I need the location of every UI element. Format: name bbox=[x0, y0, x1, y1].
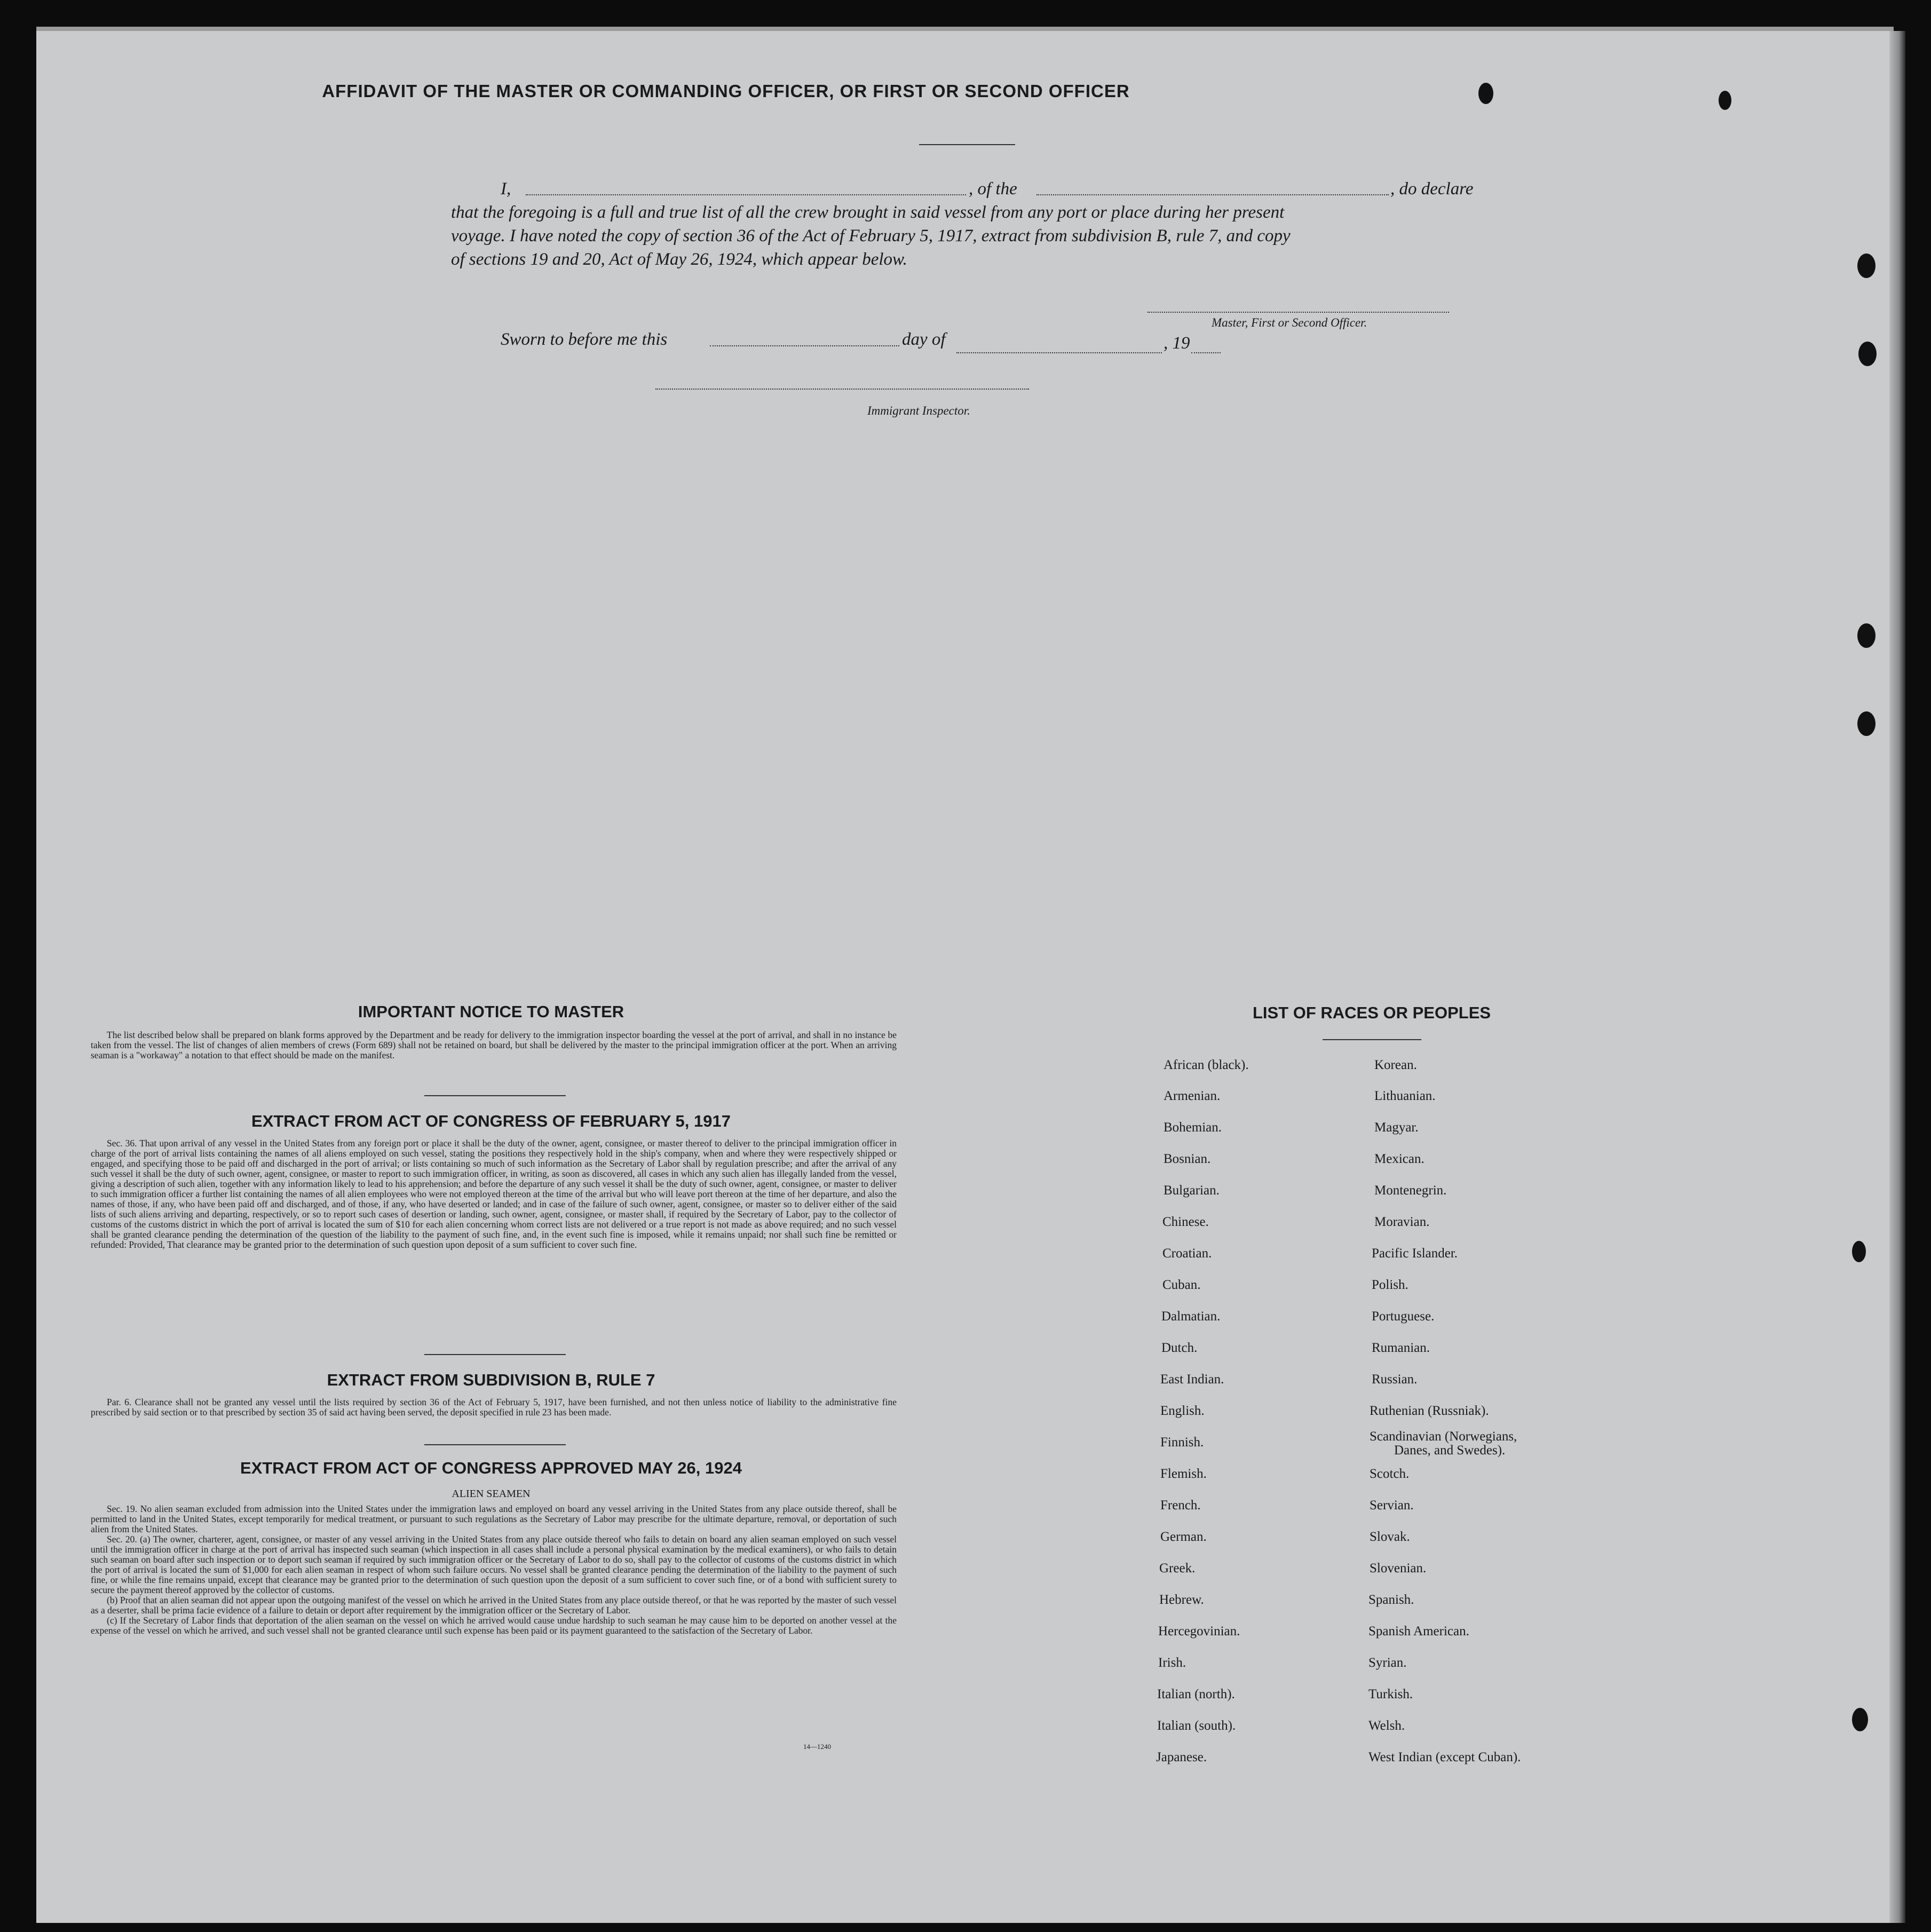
name-blank bbox=[526, 194, 966, 195]
document-sheet bbox=[36, 31, 1894, 1923]
section-divider bbox=[424, 1095, 566, 1096]
master-signature-line[interactable] bbox=[1147, 312, 1449, 313]
paragraph-6: Par. 6. Clearance shall not be granted any vessel until the lists required by section 36 of the Act of February 5, 1917, have been furnished, and not then unless notice of liability to the administrative fine prescribed by said section or to that prescribed by section 35 of said act having been served, the deposit specified in rule 23 has been made. bbox=[91, 1397, 897, 1418]
punch-hole-icon bbox=[1478, 83, 1493, 104]
race-item: Japanese. bbox=[1156, 1750, 1207, 1764]
race-item: Bulgarian. bbox=[1164, 1183, 1220, 1198]
notice-text bbox=[91, 1030, 897, 1060]
sworn-day-blank[interactable] bbox=[710, 345, 899, 346]
race-item: Irish. bbox=[1158, 1656, 1186, 1670]
race-item: Croatian. bbox=[1162, 1246, 1212, 1261]
race-item: Bohemian. bbox=[1164, 1120, 1222, 1135]
race-item: Scotch. bbox=[1370, 1467, 1410, 1481]
affidavit-line-2: that the foregoing is a full and true list of all the crew brought in said vessel from any port or place during her present bbox=[451, 203, 1285, 222]
affidavit-title: AFFIDAVIT OF THE MASTER OR COMMANDING OFFICER, OR FIRST OR SECOND OFFICER bbox=[322, 81, 1130, 101]
punch-hole-icon bbox=[1852, 1708, 1868, 1731]
alien-seamen-subtitle: ALIEN SEAMEN bbox=[452, 1488, 531, 1500]
race-item: Italian (south). bbox=[1157, 1719, 1236, 1733]
punch-hole-icon bbox=[1857, 623, 1875, 648]
race-item: Magyar. bbox=[1374, 1120, 1419, 1135]
race-item: Welsh. bbox=[1368, 1719, 1405, 1733]
vessel-blank bbox=[1036, 194, 1389, 195]
year-text: , 19 bbox=[1164, 334, 1190, 353]
section-19-paragraph: Sec. 19. No alien seaman excluded from admission into the United States under the immigration laws and employed on board any vessel arriving in the United States from any place outside thereof, shall be permitted to land in the United States, except temporarily for medical treatment, or pursuant to such regulations as the Secretary of Labor may prescribe for the ultimate departure, removal, or deportation of such alien from the United States. bbox=[91, 1503, 897, 1534]
punch-hole-icon bbox=[1719, 91, 1731, 110]
race-item: Moravian. bbox=[1374, 1215, 1430, 1229]
race-item: African (black). bbox=[1164, 1058, 1249, 1072]
race-item: Danes, and Swedes). bbox=[1394, 1443, 1506, 1458]
inspector-label: Immigrant Inspector. bbox=[867, 404, 970, 417]
race-item: Russian. bbox=[1372, 1372, 1418, 1387]
race-item: Finnish. bbox=[1160, 1435, 1204, 1450]
affidavit-of-the: , of the bbox=[969, 179, 1017, 199]
race-item: Greek. bbox=[1159, 1561, 1196, 1575]
day-of-text: day of bbox=[902, 330, 946, 349]
race-item: Flemish. bbox=[1160, 1467, 1207, 1481]
notice-paragraph: The list described below shall be prepared on blank forms approved by the Department and be ready for delivery to the immigration inspector boarding the vessel at the port of arrival, and shall in no instance be taken from the vessel. The list of changes of alien members of crews (Form 689) shall not be retained on board, but shall be delivered by the master to the principal immigration officer at the port. When an arriving seaman is a "workaway" a notation to that effect should be made on the manifest. bbox=[91, 1030, 897, 1060]
race-item: Lithuanian. bbox=[1374, 1089, 1436, 1103]
punch-hole-icon bbox=[1857, 254, 1875, 278]
race-item: English. bbox=[1160, 1404, 1205, 1418]
race-item: Servian. bbox=[1370, 1498, 1414, 1513]
race-item: Spanish American. bbox=[1368, 1624, 1469, 1638]
form-number: 14—1240 bbox=[803, 1743, 831, 1751]
race-item: Cuban. bbox=[1162, 1278, 1201, 1292]
race-item: Bosnian. bbox=[1164, 1152, 1211, 1166]
race-item: East Indian. bbox=[1160, 1372, 1224, 1387]
extract-1924-title: EXTRACT FROM ACT OF CONGRESS APPROVED MAY 26, 1924 bbox=[240, 1459, 742, 1477]
race-item: Chinese. bbox=[1162, 1215, 1209, 1229]
notice-title: IMPORTANT NOTICE TO MASTER bbox=[358, 1002, 624, 1021]
race-item: Rumanian. bbox=[1372, 1341, 1430, 1355]
section-divider bbox=[424, 1354, 566, 1355]
race-item: Hercegovinian. bbox=[1158, 1624, 1240, 1638]
extract-1917-text bbox=[91, 1138, 897, 1250]
sworn-text: Sworn to before me this bbox=[501, 330, 668, 349]
section-36-paragraph: Sec. 36. That upon arrival of any vessel in the United States from any foreign port or place it shall be the duty of the owner, agent, consignee, or master thereof to deliver to the principal immigration officer in charge of the port of arrival lists containing the names of all aliens employed on such vessel, stating the positions they respectively hold in the ship's company, when and where they were respectively shipped or engaged, and specifying those to be paid off and discharged in the port of arrival; or lists containing so much of such information as the Secretary of Labor shall by regulation prescribe; and after the arrival of any such vessel it shall be the duty of such owner, agent, consignee, or master to report to such immigration officer, in writing, as soon as discovered, all cases in which any such alien has illegally landed from the vessel, giving a description of such alien, together with any information likely to lead to his apprehension; and before the departure of any such vessel it shall be the duty of such owner, agent, consignee, or master to deliver to such immigration officer a further list containing the names of all alien employees who were not employed thereon at the time of the arrival but who will leave port thereon at the time of her departure, and also the names of those, if any, who have been paid off and discharged, and of those, if any, who have deserted or landed; and in case of the failure of such owner, agent, consignee, or master so to deliver either of the said lists of such aliens arriving and departing, respectively, or so to report such cases of desertion or landing, such owner, agent, consignee, or master shall, if required by the Secretary of Labor, pay to the collector of customs of the customs district in which the port of arrival is located the sum of $10 for each alien concerning whom correct lists are not delivered or a true report is not made as above required; and no such vessel shall be granted clearance pending the determination of the question of the liability to the payment of such fine, and, in the event such fine is imposed, while it remains unpaid; nor shall such fine be remitted or refunded: Provided, That clearance may be granted prior to the determination of such question upon deposit of a sum sufficient to cover such fine. bbox=[91, 1138, 897, 1250]
race-item: Dalmatian. bbox=[1161, 1309, 1221, 1324]
race-item: French. bbox=[1160, 1498, 1201, 1513]
punch-hole-icon bbox=[1858, 342, 1877, 366]
affidavit-i: I, bbox=[501, 179, 511, 199]
sworn-year-blank[interactable] bbox=[1191, 352, 1221, 353]
sheet-right-edge bbox=[1889, 31, 1905, 1923]
race-item: Portuguese. bbox=[1372, 1309, 1435, 1324]
race-item: Spanish. bbox=[1368, 1593, 1414, 1607]
race-item: West Indian (except Cuban). bbox=[1368, 1750, 1521, 1764]
race-item: Montenegrin. bbox=[1374, 1183, 1447, 1198]
race-item: Hebrew. bbox=[1159, 1593, 1204, 1607]
races-title-underline bbox=[1323, 1039, 1421, 1040]
affidavit-line-4: of sections 19 and 20, Act of May 26, 1924, which appear below. bbox=[451, 250, 907, 269]
race-item: Turkish. bbox=[1368, 1687, 1413, 1701]
sworn-month-blank[interactable] bbox=[956, 352, 1162, 353]
punch-hole-icon bbox=[1857, 711, 1875, 736]
race-item: Korean. bbox=[1374, 1058, 1417, 1072]
race-item: Ruthenian (Russniak). bbox=[1370, 1404, 1489, 1418]
race-item: Mexican. bbox=[1374, 1152, 1424, 1166]
master-label: Master, First or Second Officer. bbox=[1212, 316, 1367, 329]
race-item: Slovenian. bbox=[1370, 1561, 1427, 1575]
rule-7-title: EXTRACT FROM SUBDIVISION B, RULE 7 bbox=[327, 1371, 655, 1389]
section-divider bbox=[424, 1444, 566, 1445]
section-20c-paragraph: (c) If the Secretary of Labor finds that deportation of the alien seaman on the vessel on which he arrived would cause undue hardship to such seaman he may cause him to be deported on another vessel at the expense of the vessel on which he arrived, and such vessel shall not be granted clearance until such expense has been paid or its payment guaranteed to the satisfaction of the Secretary of Labor. bbox=[91, 1615, 897, 1636]
section-20a-paragraph: Sec. 20. (a) The owner, charterer, agent, consignee, or master of any vessel arriving in the United States from any place outside thereof who fails to detain on board any alien seaman employed on such vessel until the immigration officer in charge at the port of arrival has inspected such seaman (which inspection in all cases shall include a personal physical examination by the medical examiners), or who fails to detain such seaman on board after such inspection or to deport such seaman if required by such immigration officer or the Secretary of Labor to do so, shall pay to the collector of customs of the customs district in which the port of arrival is located the sum of $1,000 for each alien seaman in respect of whom such failure occurs. No vessel shall be granted clearance pending the determination of the liability to the payment of such fine, or while the fine remains unpaid, except that clearance may be granted prior to the determination of such question upon the deposit of a sum sufficient to cover such fine, or of a bond with sufficient surety to secure the payment thereof approved by the collector of customs. bbox=[91, 1534, 897, 1595]
inspector-signature-line[interactable] bbox=[655, 389, 1029, 390]
race-item: Dutch. bbox=[1161, 1341, 1198, 1355]
section-20b-paragraph: (b) Proof that an alien seaman did not appear upon the outgoing manifest of the vessel on which he arrived in the United States from any place outside thereof, or that he was reported by the master of such vessel as a deserter, shall be prima facie evidence of a failure to detain or deport after requirement by the immigration officer or the Secretary of Labor. bbox=[91, 1595, 897, 1616]
race-item: Italian (north). bbox=[1157, 1687, 1235, 1701]
races-title: LIST OF RACES OR PEOPLES bbox=[1252, 1003, 1491, 1022]
punch-hole-icon bbox=[1852, 1241, 1866, 1262]
race-item: Armenian. bbox=[1164, 1089, 1221, 1103]
race-item: Syrian. bbox=[1368, 1656, 1407, 1670]
race-item: Slovak. bbox=[1370, 1530, 1410, 1544]
race-item: Scandinavian (Norwegians, bbox=[1370, 1429, 1517, 1444]
race-item: German. bbox=[1160, 1530, 1207, 1544]
affidavit-declare: , do declare bbox=[1390, 179, 1474, 199]
title-underline bbox=[919, 144, 1015, 145]
extract-1924-text bbox=[91, 1504, 897, 1636]
extract-1917-title: EXTRACT FROM ACT OF CONGRESS OF FEBRUARY 5, 1917 bbox=[251, 1112, 731, 1130]
race-item: Pacific Islander. bbox=[1372, 1246, 1458, 1261]
rule-7-text bbox=[91, 1397, 897, 1418]
affidavit-line-3: voyage. I have noted the copy of section 36 of the Act of February 5, 1917, extract from subdivision B, rule 7, and copy bbox=[451, 226, 1291, 246]
race-item: Polish. bbox=[1372, 1278, 1408, 1292]
